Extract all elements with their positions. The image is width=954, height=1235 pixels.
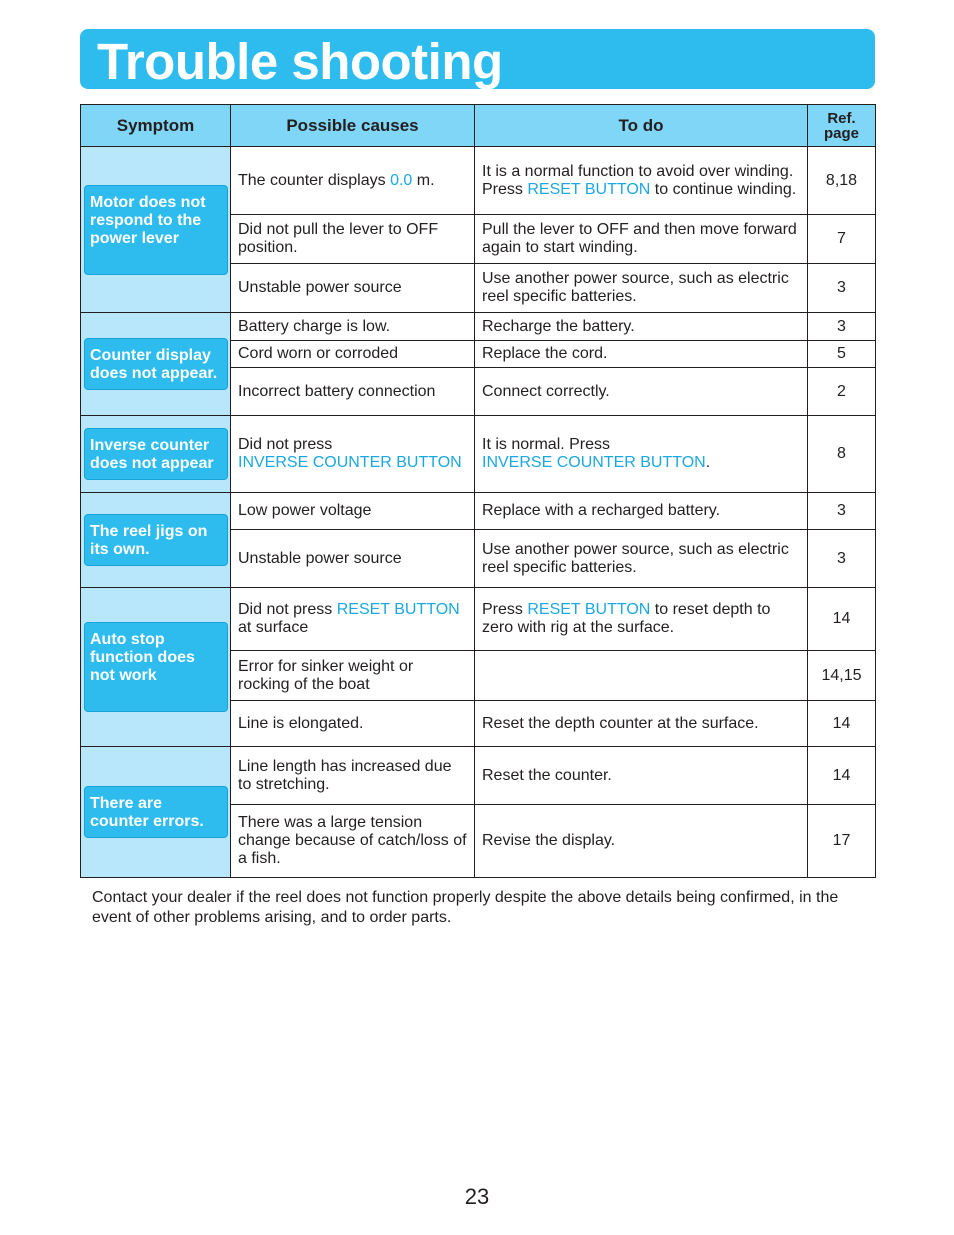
table-header-row bbox=[81, 105, 876, 147]
ref-page-cell: 8 bbox=[808, 416, 876, 493]
todo-cell: Pull the lever to OFF and then move forward again to start winding. bbox=[475, 215, 808, 264]
cause-cell: Did not pull the lever to OFF position. bbox=[231, 215, 475, 264]
symptom-label: Inverse counter does not appear bbox=[84, 428, 228, 480]
cause-cell: Low power voltage bbox=[231, 493, 475, 530]
cause-text: at surface bbox=[238, 619, 309, 636]
ref-page-cell: 3 bbox=[808, 493, 876, 530]
page-number: 23 bbox=[464, 1184, 490, 1209]
symptom-label: Auto stop function does not work bbox=[84, 622, 228, 712]
todo-text: Press bbox=[482, 601, 528, 618]
cause-text: Did not press bbox=[238, 436, 333, 453]
todo-cell bbox=[475, 588, 808, 651]
symptom-cell bbox=[81, 588, 231, 747]
page-title: Trouble shooting bbox=[97, 33, 503, 90]
todo-cell bbox=[475, 416, 808, 493]
ref-page-cell: 14 bbox=[808, 588, 876, 651]
todo-cell: Replace the cord. bbox=[475, 341, 808, 368]
header-ref-line2: page bbox=[823, 124, 859, 142]
symptom-label: There are counter errors. bbox=[84, 786, 228, 838]
ref-page-cell: 7 bbox=[808, 215, 876, 264]
table-row bbox=[81, 747, 876, 805]
table-row bbox=[81, 588, 876, 651]
cause-cell bbox=[231, 588, 475, 651]
header-ref-page bbox=[808, 105, 876, 147]
cause-cell: Cord worn or corroded bbox=[231, 341, 475, 368]
cause-cell: Unstable power source bbox=[231, 530, 475, 588]
symptom-label: The reel jigs on its own. bbox=[84, 514, 228, 566]
ref-page-cell: 14,15 bbox=[808, 651, 876, 701]
header-causes: Possible causes bbox=[231, 105, 475, 147]
ref-page-cell: 14 bbox=[808, 701, 876, 747]
todo-text: to continue winding. bbox=[650, 180, 797, 198]
todo-cell: Reset the counter. bbox=[475, 747, 808, 805]
reset-button-ref: RESET BUTTON bbox=[527, 601, 651, 618]
header-ref-line1: Ref. bbox=[827, 109, 856, 127]
cause-cell: Unstable power source bbox=[231, 264, 475, 313]
todo-text: . bbox=[705, 454, 711, 471]
todo-cell bbox=[475, 147, 808, 215]
cause-cell: Line is elongated. bbox=[231, 701, 475, 747]
symptom-cell bbox=[81, 493, 231, 588]
cause-cell: Line length has increased due to stretching. bbox=[231, 747, 475, 805]
counter-value-text: 0.0 bbox=[390, 171, 413, 189]
reset-button-ref: RESET BUTTON bbox=[527, 180, 651, 198]
ref-page-cell: 8,18 bbox=[808, 147, 876, 215]
symptom-cell bbox=[81, 313, 231, 416]
ref-page-cell: 3 bbox=[808, 264, 876, 313]
ref-page-cell: 17 bbox=[808, 805, 876, 878]
todo-text: to reset depth to zero with rig at the surface. bbox=[482, 601, 771, 636]
todo-cell: Reset the depth counter at the surface. bbox=[475, 701, 808, 747]
header-todo: To do bbox=[475, 105, 808, 147]
title-banner bbox=[80, 29, 875, 89]
symptom-cell bbox=[81, 147, 231, 313]
inverse-counter-button-ref: INVERSE COUNTER BUTTON bbox=[238, 454, 462, 471]
ref-page-cell: 2 bbox=[808, 368, 876, 416]
cause-cell: Incorrect battery connection bbox=[231, 368, 475, 416]
ref-page-cell: 5 bbox=[808, 341, 876, 368]
todo-cell: Revise the display. bbox=[475, 805, 808, 878]
todo-cell: Recharge the battery. bbox=[475, 313, 808, 341]
troubleshooting-table bbox=[80, 104, 876, 878]
todo-cell: Connect correctly. bbox=[475, 368, 808, 416]
symptom-label: Counter display does not appear. bbox=[84, 338, 228, 390]
table-row bbox=[81, 493, 876, 530]
cause-cell bbox=[231, 147, 475, 215]
table-row bbox=[81, 313, 876, 341]
header-symptom: Symptom bbox=[81, 105, 231, 147]
todo-cell: Use another power source, such as electric reel specific batteries. bbox=[475, 530, 808, 588]
ref-page-cell: 3 bbox=[808, 530, 876, 588]
todo-text: It is normal. Press bbox=[482, 436, 611, 453]
table-row bbox=[81, 147, 876, 215]
symptom-cell bbox=[81, 416, 231, 493]
symptom-label: Motor does not respond to the power lever bbox=[84, 185, 228, 275]
cause-cell: Battery charge is low. bbox=[231, 313, 475, 341]
dealer-contact-note: Contact your dealer if the reel does not function properly despite the above details being confirmed, in the event of other problems arising, and to order parts. bbox=[92, 889, 839, 926]
cause-text: The counter displays bbox=[238, 171, 391, 189]
cause-text: Did not press bbox=[238, 601, 337, 618]
todo-cell: Replace with a recharged battery. bbox=[475, 493, 808, 530]
ref-page-cell: 14 bbox=[808, 747, 876, 805]
todo-text: It is a normal function to avoid over winding. Press bbox=[482, 162, 794, 198]
ref-page-cell: 3 bbox=[808, 313, 876, 341]
reset-button-ref: RESET BUTTON bbox=[336, 601, 460, 618]
cause-cell bbox=[231, 416, 475, 493]
symptom-cell bbox=[81, 747, 231, 878]
cause-cell: There was a large tension change because of catch/loss of a fish. bbox=[231, 805, 475, 878]
inverse-counter-button-ref: INVERSE COUNTER BUTTON bbox=[482, 454, 706, 471]
todo-cell: Use another power source, such as electric reel specific batteries. bbox=[475, 264, 808, 313]
todo-cell bbox=[475, 651, 808, 701]
table-row bbox=[81, 416, 876, 493]
cause-cell: Error for sinker weight or rocking of the boat bbox=[231, 651, 475, 701]
cause-text: m. bbox=[412, 171, 435, 189]
